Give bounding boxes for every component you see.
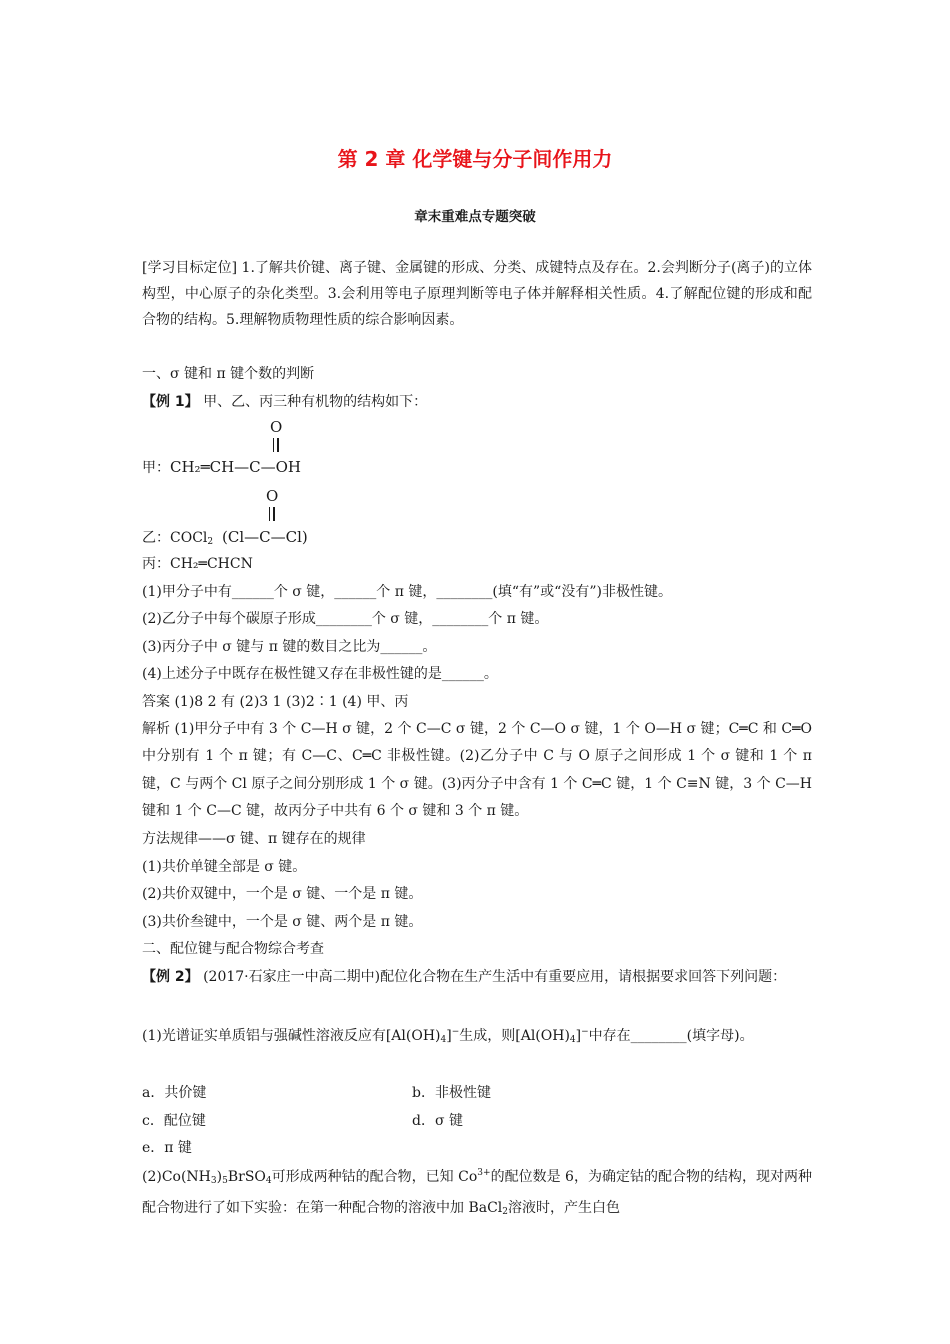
section-heading-2: 二、配位键与配合物综合考查 xyxy=(142,941,324,957)
option-b: b．非极性键 xyxy=(412,1085,491,1101)
yi-formula: (Cl—C—Cl) xyxy=(222,528,308,546)
ex1-question-3: (3)丙分子中 σ 键与 π 键的数目之比为______。 xyxy=(142,639,437,655)
ex2-q1-part-c: 中存在________(填字母)。 xyxy=(588,1028,754,1044)
learning-objectives: [学习目标定位] 1.了解共价键、离子键、金属键的形成、分类、成键特点及存在。2.会判断分子(离子)的立体构型，中心原子的杂化类型。3.会利用等电子原理判断等电子体并解释相关性质。4.了解配位键的形成和配合物的结构。5.理解物质物理性质的综合影响因素。 xyxy=(142,260,812,328)
ex2-q2-part-e: 溶液时，产生白色 xyxy=(508,1200,621,1217)
option-c: c．配位键 xyxy=(142,1113,206,1129)
yi-label: 乙： xyxy=(142,530,170,546)
rule-3: (3)共价叁键中，一个是 σ 键、两个是 π 键。 xyxy=(142,914,423,930)
option-d: d．σ 键 xyxy=(412,1113,463,1129)
example-2-label: 【例 2】 xyxy=(142,969,199,985)
ex2-q1-part-a: (1)光谱证实单质铝与强碱性溶液反应有[Al(OH) xyxy=(142,1028,441,1044)
yi-structure: 乙：COCl$_2$ (Cl—C—Cl) xyxy=(142,528,308,547)
yi-double-bond xyxy=(269,507,271,521)
example-2-stem xyxy=(142,964,812,991)
jia-structure xyxy=(142,457,301,478)
yi-carbonyl-o: O xyxy=(266,487,279,505)
ex2-q2-part-b: BrSO xyxy=(227,1169,266,1185)
rule-1: (1)共价单键全部是 σ 键。 xyxy=(142,859,307,875)
ex2-q2-part-a: (2)Co(NH xyxy=(142,1169,211,1185)
ex1-question-4: (4)上述分子中既存在极性键又存在非极性键的是______。 xyxy=(142,666,498,682)
example-2-text: (2017·石家庄一中高二期中)配位化合物在生产生活中有重要应用，请根据要求回答下列问题： xyxy=(198,969,787,985)
section-heading-1: 一、σ 键和 π 键个数的判断 xyxy=(142,366,315,382)
ex2-q2-part-c: 可形成两种钴的配合物，已知 Co xyxy=(271,1169,478,1185)
jia-carbonyl-o: O xyxy=(270,418,283,436)
option-a: a．共价键 xyxy=(142,1085,207,1101)
ex2-question-1: (1)光谱证实单质铝与强碱性溶液反应有$[Al(OH)_4]^-$生成，则$[Al(OH)_4]^-$中存在________(填字母)。 xyxy=(142,1027,754,1045)
example-1-label: 【例 1】 xyxy=(142,394,199,410)
jia-formula: CH₂═CH—C—OH xyxy=(170,458,302,476)
rule-title: 方法规律——σ 键、π 键存在的规律 xyxy=(142,831,366,847)
jia-label: 甲： xyxy=(142,460,170,476)
ex1-question-2: (2)乙分子中每个碳原子形成________个 σ 键，________个 π 键。 xyxy=(142,611,549,627)
option-e: e．π 键 xyxy=(142,1140,192,1156)
ex1-question-1: (1)甲分子中有______个 σ 键，______个 π 键，________(填“有”或“没有”)非极性键。 xyxy=(142,584,672,600)
section-subtitle: 章末重难点专题突破 xyxy=(414,209,536,225)
ex2-question-2: $(2)Co(NH_3)_5BrSO_4$可形成两种钴的配合物，已知 $Co^{3+}$的配位数是 6，为确定钴的配合物的结构，现对两种配合物进行了如下实验：在第一种配合物的溶液中加 BaCl$_2$溶液时，产生白色 xyxy=(142,1168,812,1218)
example-1-stem xyxy=(142,392,427,412)
ex2-q1-part-b: 生成，则[Al(OH) xyxy=(459,1028,570,1044)
ex1-analysis: 解析 (1)甲分子中有 3 个 C—H σ 键，2 个 C—C σ 键，2 个 C—O σ 键，1 个 O—H σ 键；C═C 和 C═O 中分别有 1 个 π 键；有 C—C、C═C 非极性键。(2)乙分子中 C 与 O 原子之间形成 1 个 σ 键和 1 个 π 键，C 与两个 Cl 原子之间分别形成 1 个 σ 键。(3)丙分子中含有 1 个 C═C 键，1 个 C≡N 键，3 个 C—H 键和 1 个 C—C 键，故丙分子中共有 6 个 σ 键和 3 个 π 键。 xyxy=(142,721,812,820)
rule-2: (2)共价双键中，一个是 σ 键、一个是 π 键。 xyxy=(142,886,423,902)
ex2-q2-part-d: 的配位数是 6，为确定钴的配合物的结构，现对两种配合物进行了如下实验：在第一种配合物的溶液中加 BaCl xyxy=(142,1169,812,1217)
jia-double-bond xyxy=(273,438,275,452)
example-1-text: 甲、乙、丙三种有机物的结构如下： xyxy=(198,394,428,410)
ex1-answer: 答案 (1)8 2 有 (2)3 1 (3)2∶1 (4) 甲、丙 xyxy=(142,694,409,710)
bing-structure: 丙：CH₂═CHCN xyxy=(142,556,253,572)
chapter-title: 第 2 章 化学键与分子间作用力 xyxy=(337,147,613,171)
